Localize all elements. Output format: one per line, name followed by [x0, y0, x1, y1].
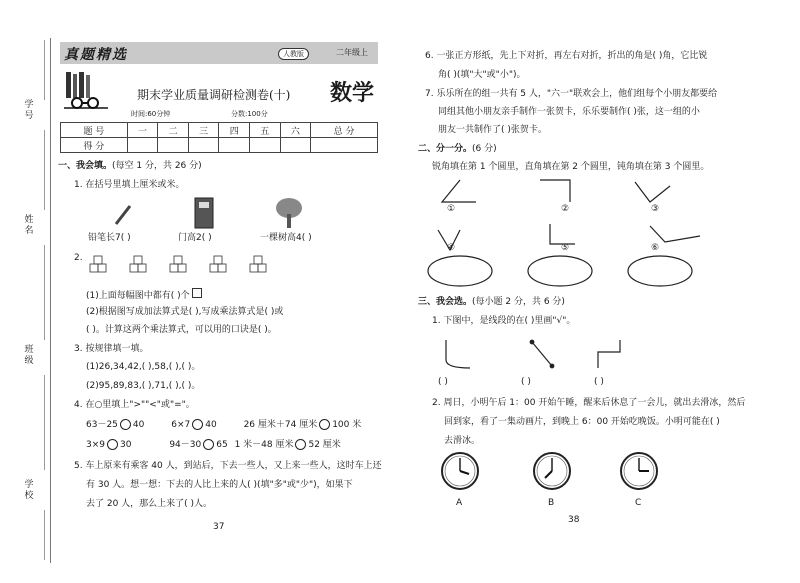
cube-icon: [192, 288, 202, 298]
q2-line1: (1)上面每幅图中都有( )个: [86, 288, 202, 302]
s3-q2-line2: 回到家，看了一集动画片，到晚上 6：00 开始吃晚饭。小明可能在( ): [444, 417, 720, 427]
section2-heading: 二、分一分。(6 分): [418, 144, 497, 154]
circle-3: [628, 256, 692, 286]
angle-label-2: ②: [561, 204, 570, 214]
q1-door: 门高2( ): [178, 233, 212, 243]
edition-tag: 人教版: [278, 48, 309, 60]
angle-label-4: ④: [447, 243, 456, 253]
segment-line: [532, 342, 552, 366]
angle-label-6: ⑥: [651, 243, 660, 253]
s3-q1-text: 1. 下图中，是线段的在( )里画"√"。: [432, 316, 576, 326]
sidebar-label-school: 学校: [24, 480, 34, 501]
q4-text: 4. 在○里填上">""<"或"="。: [74, 400, 195, 410]
score-table: [60, 122, 378, 153]
broken-line: [598, 340, 620, 368]
pencil-icon: [112, 202, 134, 228]
time-info: 时间:60分钟: [131, 110, 171, 118]
q5-line2: 有 30 人。想一想：下去的人比上来的人( )(填"多"或"少")，如果下: [86, 480, 353, 490]
q1-text: 1. 在括号里填上厘米或米。: [74, 180, 185, 190]
left-page-number: 37: [213, 522, 225, 532]
band-title: 真题精选: [64, 47, 128, 63]
q4-row2: 3×9 30 94－30 65 1 米－48 厘米 52 厘米: [86, 440, 341, 450]
q2-line2b: ( )。计算这两个乘法算式，可以用的口诀是( )。: [86, 325, 277, 335]
angle-1: [442, 180, 476, 202]
binding-line: [50, 38, 51, 563]
q5-line1: 5. 车上原来有乘客 40 人，到站后，下去一些人，又上来一些人，这时车上还: [74, 461, 382, 471]
s3-q2-line3: 去滑冰。: [444, 436, 481, 446]
s3-q2-line1: 2. 周日，小明午后 1：00 开始午睡，醒来后休息了一会儿，就出去滑冰，然后: [432, 398, 746, 408]
q2-number: 2.: [74, 253, 83, 263]
q3-text: 3. 按规律填一填。: [74, 344, 149, 354]
q3-line2: (2)95,89,83,( ),71,( ),( )。: [86, 381, 201, 391]
q7-line3: 朋友一共制作了( )张贺卡。: [438, 125, 547, 135]
q4-row1: 63－25 40 6×7 40 26 厘米＋74 厘米 100 米: [86, 420, 362, 430]
compare-circle[interactable]: [120, 419, 131, 430]
clock-label-b: B: [548, 498, 555, 508]
compare-circle[interactable]: [319, 419, 330, 430]
curve-line: [446, 340, 470, 368]
compare-circle[interactable]: [203, 439, 214, 450]
compare-circle[interactable]: [192, 419, 203, 430]
exam-title: 期末学业质量调研检测卷(十): [137, 88, 291, 102]
score-info: 分数:100分: [231, 110, 268, 118]
subject-title: 数学: [330, 80, 375, 106]
score-table-score-row: 得 分: [61, 138, 378, 153]
score-table-header-row: 题 号 一 二 三 四 五 六 总 分: [61, 123, 378, 138]
sidebar-label-student-number: 学号: [24, 100, 34, 121]
q5-line3: 去了 20 人，那么上来了( )人。: [86, 499, 213, 509]
right-page-number: 38: [568, 515, 580, 525]
tree-icon: [274, 196, 304, 230]
circle-2: [528, 256, 592, 286]
segments-figure: [440, 338, 640, 372]
q6-line2: 角( )(填"大"或"小")。: [438, 70, 526, 80]
angle-3: [635, 182, 670, 202]
angles-figure: [420, 178, 710, 288]
grade-tag: 二年级上: [336, 48, 368, 57]
compare-circle[interactable]: [107, 439, 118, 450]
s3-q1-bracket-a[interactable]: ( ): [438, 377, 448, 387]
angle-5: [550, 224, 575, 244]
s3-q1-bracket-b[interactable]: ( ): [521, 377, 531, 387]
q3-line1: (1)26,34,42,( ),58,( ),( )。: [86, 362, 201, 372]
section3-heading: 三、我会选。(每小题 2 分，共 6 分): [418, 297, 565, 307]
cube-stacks-figure: [88, 252, 278, 278]
compare-circle[interactable]: [295, 439, 306, 450]
q7-line2: 同组其他小朋友亲手制作一张贺卡，乐乐要制作( )张，这一组的小: [438, 107, 700, 117]
angle-2: [540, 180, 570, 202]
sidebar-label-name: 姓名: [24, 215, 34, 236]
q2-line2a: (2)根据图写成加法算式是( ),写成乘法算式是( )或: [86, 307, 284, 317]
angle-label-5: ⑤: [561, 243, 570, 253]
angle-label-1: ①: [447, 204, 456, 214]
circle-1: [428, 256, 492, 286]
clock-label-c: C: [635, 498, 642, 508]
q6-line1: 6. 一张正方形纸，先上下对折，再左右对折，折出的角是( )角，它比锐: [425, 51, 708, 61]
books-glasses-icon: [62, 70, 112, 110]
clock-a-icon: [440, 451, 480, 491]
section2-instructions: 锐角填在第 1 个圆里，直角填在第 2 个圆里，钝角填在第 3 个圆里。: [432, 162, 710, 172]
clock-label-a: A: [456, 498, 463, 508]
sidebar-label-class: 班级: [24, 345, 34, 366]
clock-c-icon: [619, 451, 659, 491]
angle-6: [650, 226, 700, 242]
s3-q1-bracket-c[interactable]: ( ): [594, 377, 604, 387]
q7-line1: 7. 乐乐所在的组一共有 5 人，"六一"联欢会上，他们组每个小朋友都要给: [425, 89, 718, 99]
clock-b-icon: [532, 451, 572, 491]
q1-tree: 一棵树高4( ): [260, 233, 312, 243]
q1-pencil: 铅笔长7( ): [88, 233, 131, 243]
section1-heading: 一、我会填。(每空 1 分，共 26 分): [58, 161, 202, 171]
door-icon: [193, 196, 215, 230]
angle-label-3: ③: [651, 204, 660, 214]
